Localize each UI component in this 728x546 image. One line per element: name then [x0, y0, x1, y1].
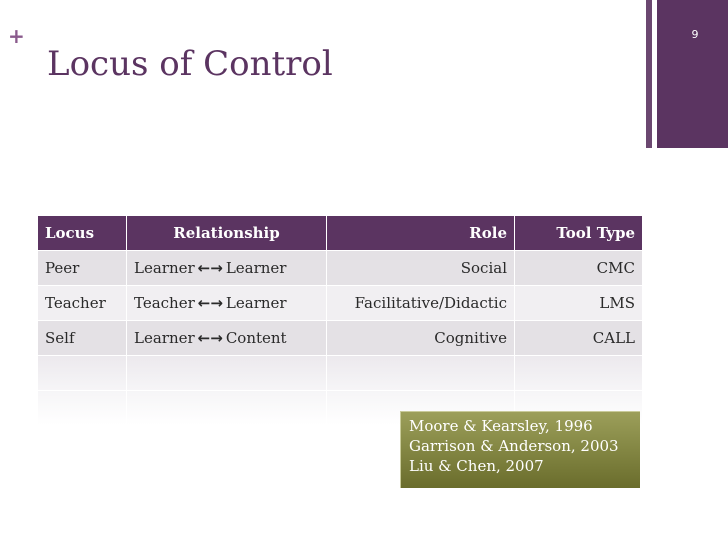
relationship-cell: [127, 251, 327, 285]
tool-type-cell: CMC: [515, 251, 642, 285]
locus-cell: Teacher: [38, 286, 127, 320]
header-relationship: Relationship: [127, 216, 327, 250]
relationship-to: Learner: [225, 294, 287, 312]
empty-cell: [327, 356, 515, 390]
bidirectional-arrow-icon: ←→: [197, 329, 223, 347]
page-number: 9: [691, 28, 699, 41]
bidirectional-arrow-icon: ←→: [197, 259, 223, 277]
relationship-from: Teacher: [134, 294, 195, 312]
tool-type-cell: CALL: [515, 321, 642, 355]
citation-line: Liu & Chen, 2007: [409, 457, 544, 475]
slide-title: Locus of Control: [47, 44, 333, 84]
locus-table: [38, 216, 642, 426]
citation-line: Moore & Kearsley, 1996: [409, 417, 593, 435]
table-reflection-row: [38, 356, 642, 391]
relationship-to: Learner: [225, 259, 287, 277]
citation-line: Garrison & Anderson, 2003: [409, 437, 619, 455]
locus-cell: Peer: [38, 251, 127, 285]
plus-icon: +: [8, 24, 25, 48]
table-header-row: [38, 216, 642, 251]
decorative-bar-thin: [646, 0, 652, 148]
table-row: [38, 286, 642, 321]
role-cell: Social: [327, 251, 515, 285]
empty-cell: [38, 356, 127, 390]
relationship-to: Content: [225, 329, 287, 347]
table-row: [38, 321, 642, 356]
decorative-bar: [657, 0, 728, 148]
bidirectional-arrow-icon: ←→: [197, 294, 223, 312]
citation-box: [400, 411, 640, 488]
header-role: Role: [327, 216, 515, 250]
empty-cell: [38, 391, 127, 425]
empty-cell: [127, 391, 327, 425]
header-tool-type: Tool Type: [515, 216, 642, 250]
table-row: [38, 251, 642, 286]
relationship-cell: [127, 286, 327, 320]
empty-cell: [515, 356, 642, 390]
empty-cell: [127, 356, 327, 390]
relationship-from: Learner: [134, 259, 195, 277]
relationship-from: Learner: [134, 329, 195, 347]
relationship-cell: [127, 321, 327, 355]
role-cell: Facilitative/Didactic: [327, 286, 515, 320]
locus-cell: Self: [38, 321, 127, 355]
tool-type-cell: LMS: [515, 286, 642, 320]
header-locus: Locus: [38, 216, 127, 250]
role-cell: Cognitive: [327, 321, 515, 355]
